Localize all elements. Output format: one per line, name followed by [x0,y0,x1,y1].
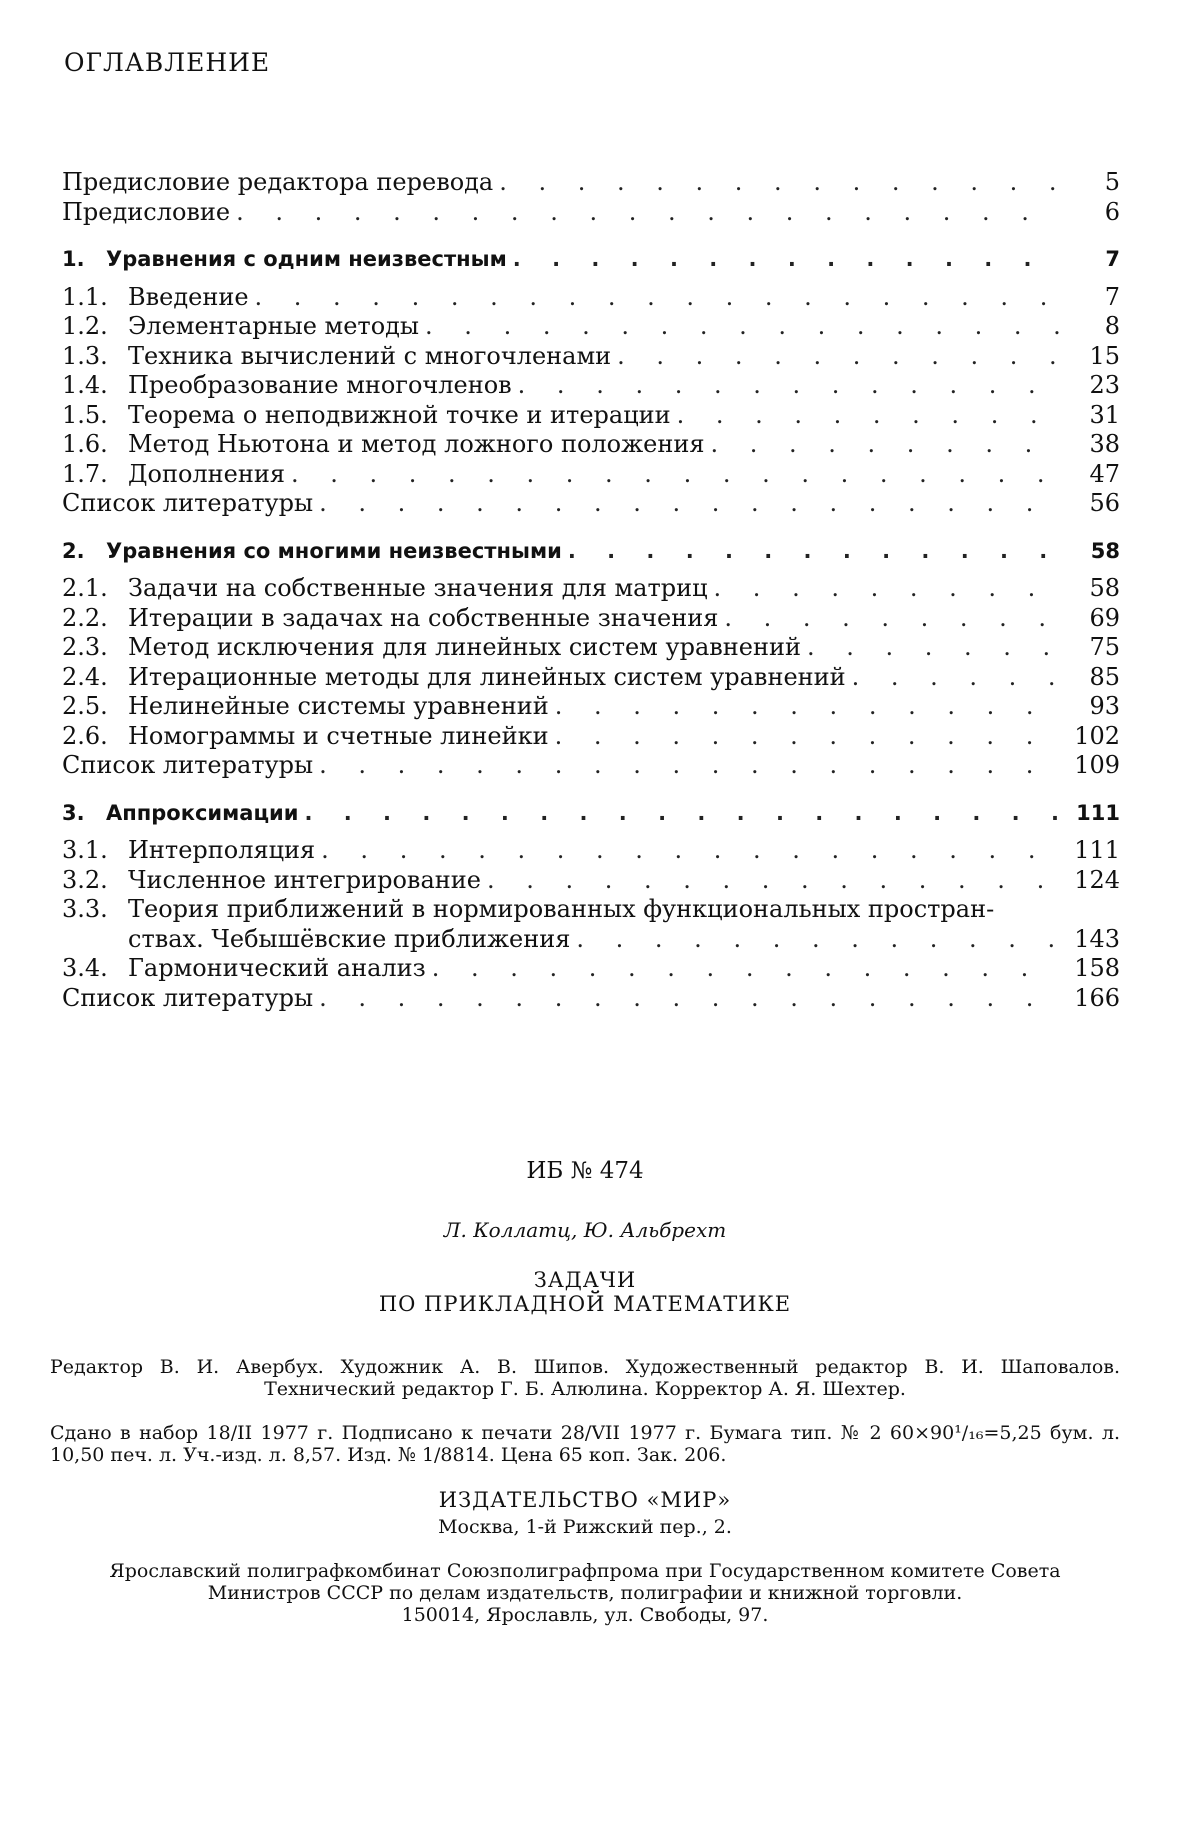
toc-entry-page: 58 [1090,538,1120,563]
leader-dots [711,430,1060,460]
section-number: 1.7. [62,459,108,488]
toc-entry-page: 7 [1104,282,1120,311]
toc-section[interactable] [62,401,1120,431]
section-number: 2.5. [62,692,108,720]
section-number: 1.4. [62,371,108,399]
section-number: 3.2. [62,865,108,894]
toc-entry-page: 56 [1089,489,1120,517]
toc-chapter-3[interactable] [62,799,1120,829]
toc-bibliography[interactable] [62,984,1120,1014]
toc-entry-page: 5 [1104,168,1120,196]
section-number: 1.6. [62,430,108,458]
chapter-title: Уравнения с одним неизвестным [106,247,507,271]
leader-dots [319,489,1060,519]
chapter-number: 3. [62,800,85,825]
section-number: 2.6. [62,721,108,750]
section-label: Элементарные методы [128,312,420,340]
leader-dots [425,312,1060,342]
toc-entry-preface[interactable] [62,198,1120,228]
toc-entry-page: 93 [1089,692,1120,720]
toc-entry-page: 6 [1104,197,1120,226]
section-label: Интерполяция [128,836,316,864]
bibliography-label: Список литературы [62,489,314,517]
leader-dots [714,574,1060,604]
section-number: 3.1. [62,836,108,864]
section-number: 1.3. [62,341,108,370]
section-number: 2.2. [62,603,108,632]
section-label: Теория приближений в нормированных функциональных простран- [128,895,995,923]
toc-entry-page: 15 [1089,341,1120,370]
toc-section[interactable] [62,371,1120,401]
toc-chapter-1[interactable] [62,245,1120,275]
toc-entry-page: 38 [1089,430,1120,458]
leader-dots [319,984,1060,1014]
section-label: Итерации в задачах на собственные значения [128,603,719,632]
toc-section[interactable] [62,692,1120,722]
chapter-number: 1. [62,247,85,271]
leader-dots [291,460,1060,490]
table-of-contents [62,168,1120,1013]
toc-section[interactable] [62,633,1120,663]
toc-entry-page: 111 [1074,836,1120,864]
book-authors: Л. Коллатц, Ю. Альбрехт [443,1218,727,1242]
toc-entry-page: 7 [1105,247,1120,271]
chapter-number: 2. [62,538,85,563]
leader-dots [568,537,1060,567]
leader-dots [724,604,1060,634]
toc-section[interactable] [62,866,1120,896]
toc-entry-preface-editor[interactable] [62,168,1120,198]
toc-entry-page: 166 [1074,983,1120,1012]
section-number: 1.5. [62,400,108,429]
bibliography-label: Список литературы [62,751,314,779]
toc-entry-page: 8 [1104,312,1120,340]
toc-section[interactable] [62,722,1120,752]
section-label: Преобразование многочленов [128,371,512,399]
toc-section-continuation[interactable] [62,925,1120,955]
leader-dots [677,401,1060,431]
section-label: Гармонический анализ [128,954,426,982]
toc-entry-page: 111 [1076,800,1120,825]
leader-dots [255,283,1060,313]
toc-section[interactable] [62,430,1120,460]
leader-dots [432,954,1060,984]
leader-dots [555,692,1060,722]
section-number: 2.1. [62,574,108,602]
leader-dots [304,799,1060,829]
toc-entry-page: 85 [1089,662,1120,691]
section-label: Задачи на собственные значения для матриц [128,574,708,602]
toc-section[interactable] [62,895,1120,925]
leader-dots [617,342,1060,372]
credits-paragraph: Редактор В. И. Авербух. Художник А. В. Шипов. Художественный редактор В. И. Шаповалов. Технический редактор Г. Б. Алюлина. Корректор А. Я. Шехтер. [50,1356,1120,1400]
printing-plant-line-1: Ярославский полиграфкомбинат Союзполиграфпрома при Государственном комитете Совета [109,1560,1061,1582]
section-label-continuation: ствах. Чебышёвские приближения [128,924,571,953]
section-number: 3.4. [62,954,108,982]
leader-dots [321,836,1060,866]
leader-dots [518,371,1060,401]
publisher-name: ИЗДАТЕЛЬСТВО «МИР» [438,1488,732,1512]
leader-dots [499,168,1060,198]
leader-dots [555,722,1060,752]
toc-entry-label: Предисловие [62,197,231,226]
book-title-line-2: ПО ПРИКЛАДНОЙ МАТЕМАТИКЕ [378,1292,792,1316]
toc-entry-page: 143 [1074,924,1120,953]
toc-section[interactable] [62,342,1120,372]
section-label: Метод исключения для линейных систем уравнений [128,633,801,661]
toc-bibliography[interactable] [62,751,1120,781]
leader-dots [807,633,1060,663]
section-label: Нелинейные системы уравнений [128,692,549,720]
section-label: Итерационные методы для линейных систем уравнений [128,662,846,691]
ib-number: ИБ № 474 [526,1158,644,1184]
toc-section[interactable] [62,604,1120,634]
toc-section[interactable] [62,836,1120,866]
toc-section[interactable] [62,663,1120,693]
toc-entry-page: 47 [1089,459,1120,488]
chapter-title: Аппроксимации [106,800,299,825]
printing-plant-line-3: 150014, Ярославль, ул. Свободы, 97. [401,1604,769,1626]
toc-entry-page: 158 [1074,954,1120,982]
toc-heading: ОГЛАВЛЕНИЕ [64,48,271,77]
section-label: Теорема о неподвижной точке и итерации [128,400,671,429]
toc-entry-page: 102 [1074,721,1120,750]
toc-bibliography[interactable] [62,489,1120,519]
leader-dots [852,663,1060,693]
section-number: 3.3. [62,895,108,923]
leader-dots [319,751,1060,781]
section-label: Номограммы и счетные линейки [128,721,549,750]
section-label: Техника вычислений с многочленами [128,341,612,370]
toc-entry-page: 69 [1089,603,1120,632]
section-number: 1.2. [62,312,108,340]
toc-entry-page: 75 [1089,633,1120,661]
bibliography-label: Список литературы [62,983,314,1012]
leader-dots [236,198,1060,228]
toc-section[interactable] [62,460,1120,490]
section-number: 1.1. [62,282,108,311]
toc-entry-page: 124 [1074,865,1120,894]
section-number: 2.4. [62,662,108,691]
toc-section[interactable] [62,954,1120,984]
leader-dots [576,925,1060,955]
section-label: Метод Ньютона и метод ложного положения [128,430,705,458]
section-label: Численное интегрирование [128,865,481,894]
toc-section[interactable] [62,574,1120,604]
publisher-address: Москва, 1-й Рижский пер., 2. [438,1516,732,1538]
toc-section[interactable] [62,312,1120,342]
print-info-paragraph: Сдано в набор 18/II 1977 г. Подписано к печати 28/VII 1977 г. Бумага тип. № 2 60×90¹/₁₆=5,25 бум. л. 10,50 печ. л. Уч.-изд. л. 8,57. Изд. № 1/8814. Цена 65 коп. Зак. 206. [50,1422,1120,1466]
toc-entry-page: 58 [1089,574,1120,602]
section-label: Дополнения [128,459,285,488]
colophon [50,1158,1120,1626]
leader-dots [487,866,1060,896]
toc-entry-page: 31 [1089,400,1120,429]
leader-dots [513,245,1060,275]
toc-entry-label: Предисловие редактора перевода [62,168,494,196]
section-number: 2.3. [62,633,108,661]
toc-entry-page: 23 [1089,371,1120,399]
printing-plant-line-2: Министров СССР по делам издательств, полиграфии и книжной торговли. [207,1582,963,1604]
toc-entry-page: 109 [1074,751,1120,779]
toc-section[interactable] [62,283,1120,313]
book-title-line-1: ЗАДАЧИ [533,1268,637,1292]
section-label: Введение [128,282,249,311]
toc-chapter-2[interactable] [62,537,1120,567]
printing-plant [50,1560,1120,1626]
chapter-title: Уравнения со многими неизвестными [106,538,562,563]
